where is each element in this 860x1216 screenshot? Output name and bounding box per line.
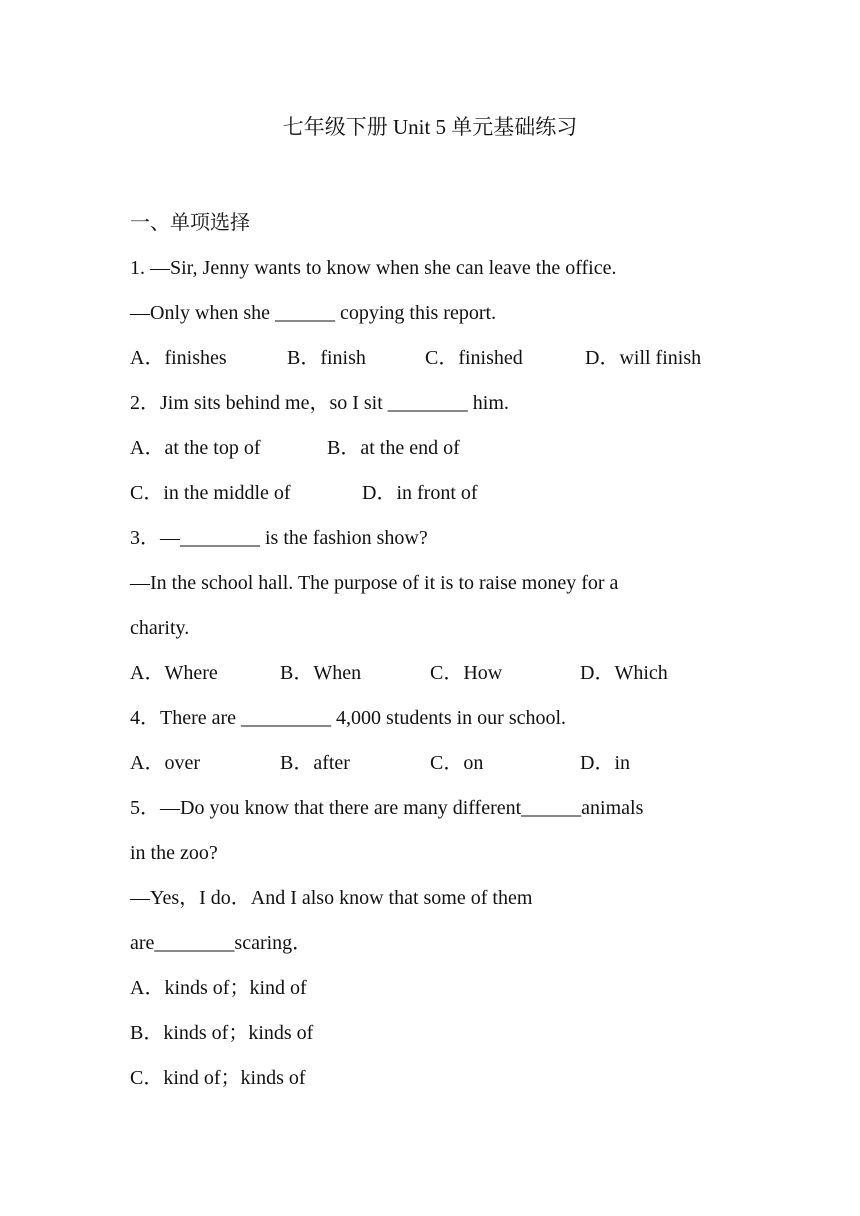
question-2-option-c: C．in the middle of bbox=[130, 482, 291, 504]
question-5 bbox=[130, 786, 730, 1101]
question-3-option-b: B．When bbox=[280, 662, 362, 684]
question-4-option-c: C．on bbox=[430, 752, 484, 774]
question-2 bbox=[130, 381, 730, 516]
question-2-stem: 2．Jim sits behind me，so I sit ________ him. bbox=[130, 392, 509, 414]
question-5-option-a: A．kinds of；kind of bbox=[130, 977, 307, 999]
question-3-option-c: C．How bbox=[430, 662, 503, 684]
question-3-reply-continued: charity. bbox=[130, 617, 190, 639]
question-1-option-a: A．finishes bbox=[130, 347, 227, 369]
question-1 bbox=[130, 246, 730, 381]
question-1-reply: —Only when she ______ copying this report. bbox=[130, 302, 497, 324]
question-3-option-a: A．Where bbox=[130, 662, 218, 684]
question-2-option-d: D．in front of bbox=[362, 482, 478, 504]
question-5-stem-continued: in the zoo? bbox=[130, 842, 218, 864]
question-5-stem: 5．—Do you know that there are many different______animals bbox=[130, 797, 644, 819]
question-2-options-row-1 bbox=[130, 426, 730, 471]
question-1-option-c: C．finished bbox=[425, 347, 523, 369]
question-5-option-b: B．kinds of；kinds of bbox=[130, 1022, 314, 1044]
question-2-option-b: B．at the end of bbox=[327, 437, 460, 459]
question-1-stem: 1. —Sir, Jenny wants to know when she can leave the office. bbox=[130, 257, 617, 279]
question-2-options-row-2 bbox=[130, 471, 730, 516]
question-3-reply: —In the school hall. The purpose of it is to raise money for a bbox=[130, 572, 619, 594]
question-4-option-b: B．after bbox=[280, 752, 350, 774]
question-4-option-a: A．over bbox=[130, 752, 200, 774]
question-1-option-b: B．finish bbox=[287, 347, 366, 369]
exercise-content bbox=[130, 201, 730, 1101]
question-3 bbox=[130, 516, 730, 696]
question-4-option-d: D．in bbox=[580, 752, 630, 774]
question-3-stem: 3．—________ is the fashion show? bbox=[130, 527, 428, 549]
section-heading: 一、单项选择 bbox=[130, 212, 250, 234]
question-3-option-d: D．Which bbox=[580, 662, 668, 684]
question-4 bbox=[130, 696, 730, 786]
question-4-options bbox=[130, 741, 730, 786]
document-title: 七年级下册 Unit 5 单元基础练习 bbox=[282, 115, 578, 139]
question-5-reply: —Yes，I do．And I also know that some of them bbox=[130, 887, 533, 909]
question-3-options bbox=[130, 651, 730, 696]
question-2-option-a: A．at the top of bbox=[130, 437, 261, 459]
question-1-option-d: D．will finish bbox=[585, 347, 702, 369]
question-5-reply-continued: are________scaring． bbox=[130, 932, 313, 954]
question-1-options bbox=[130, 336, 730, 381]
question-4-stem: 4．There are _________ 4,000 students in our school. bbox=[130, 707, 567, 729]
question-5-option-c: C．kind of；kinds of bbox=[130, 1067, 306, 1089]
